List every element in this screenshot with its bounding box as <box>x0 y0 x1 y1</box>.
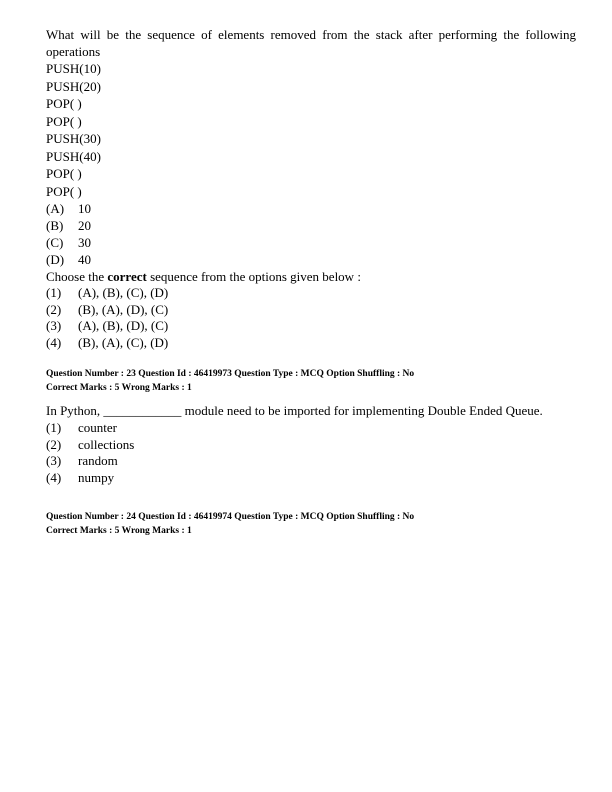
option-text: 20 <box>78 218 91 233</box>
answer-text: numpy <box>78 469 115 485</box>
stack-operation-line: POP( ) <box>46 166 82 181</box>
option-row-d <box>46 251 576 268</box>
option-label: (D) <box>46 252 65 267</box>
answer-number: (4) <box>46 469 62 485</box>
answer-row-1 <box>46 420 576 437</box>
answer-number: (1) <box>46 285 62 300</box>
question-24-metadata <box>46 510 576 538</box>
stack-operation-line: PUSH(40) <box>46 148 101 164</box>
answer-text: collections <box>78 436 135 452</box>
answer-number: (2) <box>46 301 62 317</box>
question-marks-line: Correct Marks : 5 Wrong Marks : 1 <box>46 383 192 393</box>
answer-row-2 <box>46 437 576 454</box>
option-label: (A) <box>46 201 65 216</box>
question-24-prompt: In Python, ____________ module need to be imported for implementing Double Ended Queue. <box>46 403 543 418</box>
option-label: (B) <box>46 218 64 233</box>
option-text: 40 <box>78 252 91 267</box>
answer-text: (A), (B), (D), (C) <box>78 318 169 333</box>
answer-text: (B), (A), (D), (C) <box>78 301 169 317</box>
option-text: 10 <box>78 201 91 216</box>
option-label: (C) <box>46 235 64 250</box>
question-23-prompt: What will be the sequence of elements removed from the stack after performing the following operations <box>46 27 576 59</box>
stack-operation-line: POP( ) <box>46 96 82 111</box>
answer-text: counter <box>78 420 117 435</box>
answer-row-3 <box>46 453 576 470</box>
choose-prefix: Choose the <box>46 269 108 284</box>
answer-row-1 <box>46 285 576 302</box>
stack-operation-line: POP( ) <box>46 113 82 129</box>
option-row-c <box>46 234 576 251</box>
option-text: 30 <box>78 235 91 250</box>
question-24-block <box>46 402 576 486</box>
answer-text: (B), (A), (C), (D) <box>78 334 169 350</box>
answer-row-4 <box>46 335 576 352</box>
choose-instruction <box>46 268 576 285</box>
answer-number: (2) <box>46 436 62 452</box>
question-23-metadata <box>46 367 576 395</box>
answer-row-3 <box>46 318 576 335</box>
answer-text: random <box>78 453 118 468</box>
answer-number: (1) <box>46 420 62 435</box>
answer-number: (3) <box>46 318 62 333</box>
answer-number: (4) <box>46 334 62 350</box>
question-meta-line: Question Number : 24 Question Id : 46419974 Question Type : MCQ Option Shuffling : No <box>46 512 415 522</box>
choose-suffix: sequence from the options given below : <box>146 269 361 284</box>
option-row-a <box>46 200 576 217</box>
option-row-b <box>46 217 576 234</box>
answer-number: (3) <box>46 453 62 468</box>
question-meta-line: Question Number : 23 Question Id : 46419973 Question Type : MCQ Option Shuffling : No <box>46 369 415 379</box>
stack-operation-line: PUSH(20) <box>46 78 101 94</box>
choose-bold-word: correct <box>107 269 147 284</box>
question-marks-line: Correct Marks : 5 Wrong Marks : 1 <box>46 526 192 536</box>
answer-row-2 <box>46 302 576 319</box>
stack-operation-line: PUSH(30) <box>46 131 101 146</box>
stack-operation-line: PUSH(10) <box>46 61 101 76</box>
stack-operation-line: POP( ) <box>46 183 82 199</box>
question-23-block <box>46 26 576 351</box>
answer-row-4 <box>46 470 576 487</box>
answer-text: (A), (B), (C), (D) <box>78 285 169 300</box>
